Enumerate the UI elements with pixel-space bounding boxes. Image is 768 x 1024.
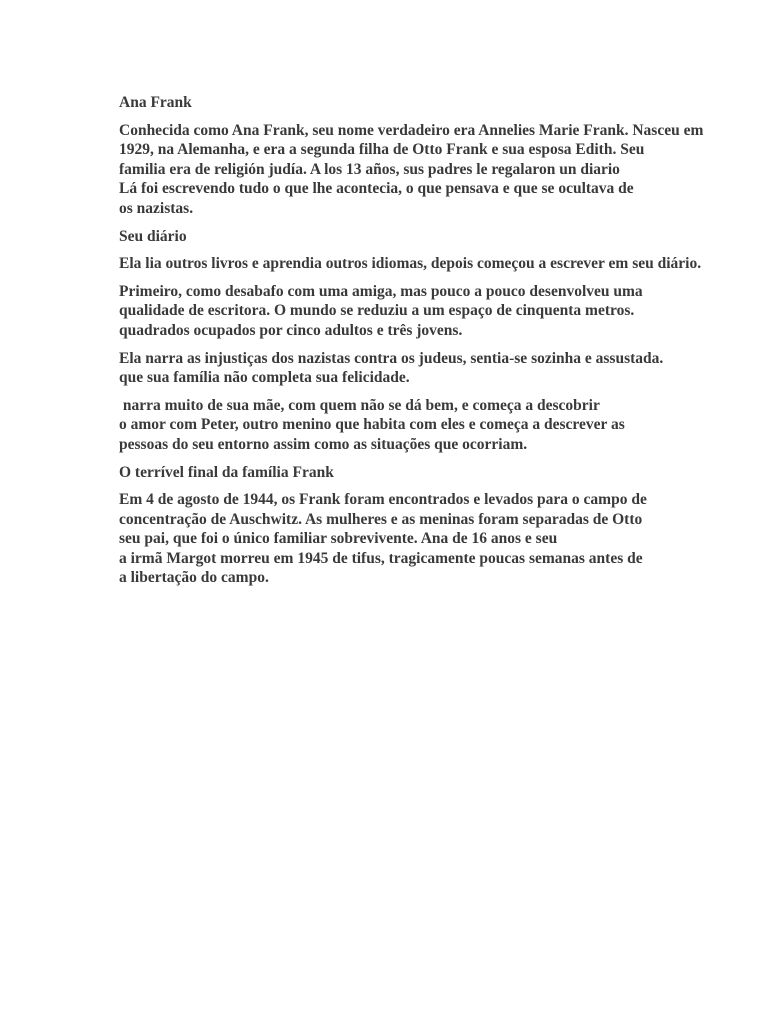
text-line: Lá foi escrevendo tudo o que lhe acontecia, o que pensava e que se ocultava de bbox=[119, 180, 634, 198]
text-line: que sua família não completa sua felicidade. bbox=[119, 369, 410, 387]
text-line: narra muito de sua mãe, com quem não se dá bem, e começa a descobrir bbox=[119, 396, 600, 414]
diary-paragraph-2 bbox=[119, 282, 751, 341]
document-title: Ana Frank bbox=[119, 94, 192, 111]
text-line: Primeiro, como desabafo com uma amiga, mas pouco a pouco desenvolveu uma bbox=[119, 282, 643, 300]
final-paragraph bbox=[119, 490, 751, 588]
text-line: a irmã Margot morreu em 1945 de tifus, tragicamente poucas semanas antes de bbox=[119, 549, 643, 567]
text-line: seu pai, que foi o único familiar sobrevivente. Ana de 16 anos e seu bbox=[119, 530, 558, 548]
text-line: os nazistas. bbox=[119, 199, 194, 217]
section-heading-final: O terrível final da família Frank bbox=[119, 463, 334, 481]
text-line: Em 4 de agosto de 1944, os Frank foram encontrados e levados para o campo de bbox=[119, 491, 647, 509]
intro-paragraph bbox=[119, 121, 751, 219]
text-line: Conhecida como Ana Frank, seu nome verdadeiro era Annelies Marie Frank. Nasceu em bbox=[119, 121, 704, 139]
diary-paragraph-4 bbox=[119, 396, 751, 455]
text-line: Ela narra as injustiças dos nazistas contra os judeus, sentia-se sozinha e assustada. bbox=[119, 349, 664, 367]
diary-paragraph-1 bbox=[119, 254, 751, 274]
section-heading-diary: Seu diário bbox=[119, 227, 187, 245]
text-line: qualidade de escritora. O mundo se reduziu a um espaço de cinquenta metros. bbox=[119, 302, 635, 320]
text-line: o amor com Peter, outro menino que habita com eles e começa a descrever as bbox=[119, 416, 625, 434]
text-line: a libertação do campo. bbox=[119, 569, 269, 587]
text-line: 1929, na Alemanha, e era a segunda filha de Otto Frank e sua esposa Edith. Seu bbox=[119, 141, 645, 159]
text-line: Ela lia outros livros e aprendia outros idiomas, depois começou a escrever em seu diário. bbox=[119, 255, 702, 273]
document-page bbox=[119, 93, 751, 596]
text-line: familia era de religión judía. A los 13 años, sus padres le regalaron un diario bbox=[119, 160, 620, 178]
text-line: quadrados ocupados por cinco adultos e três jovens. bbox=[119, 321, 463, 339]
text-line: pessoas do seu entorno assim como as situações que ocorriam. bbox=[119, 435, 528, 453]
text-line: concentração de Auschwitz. As mulheres e as meninas foram separadas de Otto bbox=[119, 510, 643, 528]
diary-paragraph-3 bbox=[119, 349, 751, 388]
